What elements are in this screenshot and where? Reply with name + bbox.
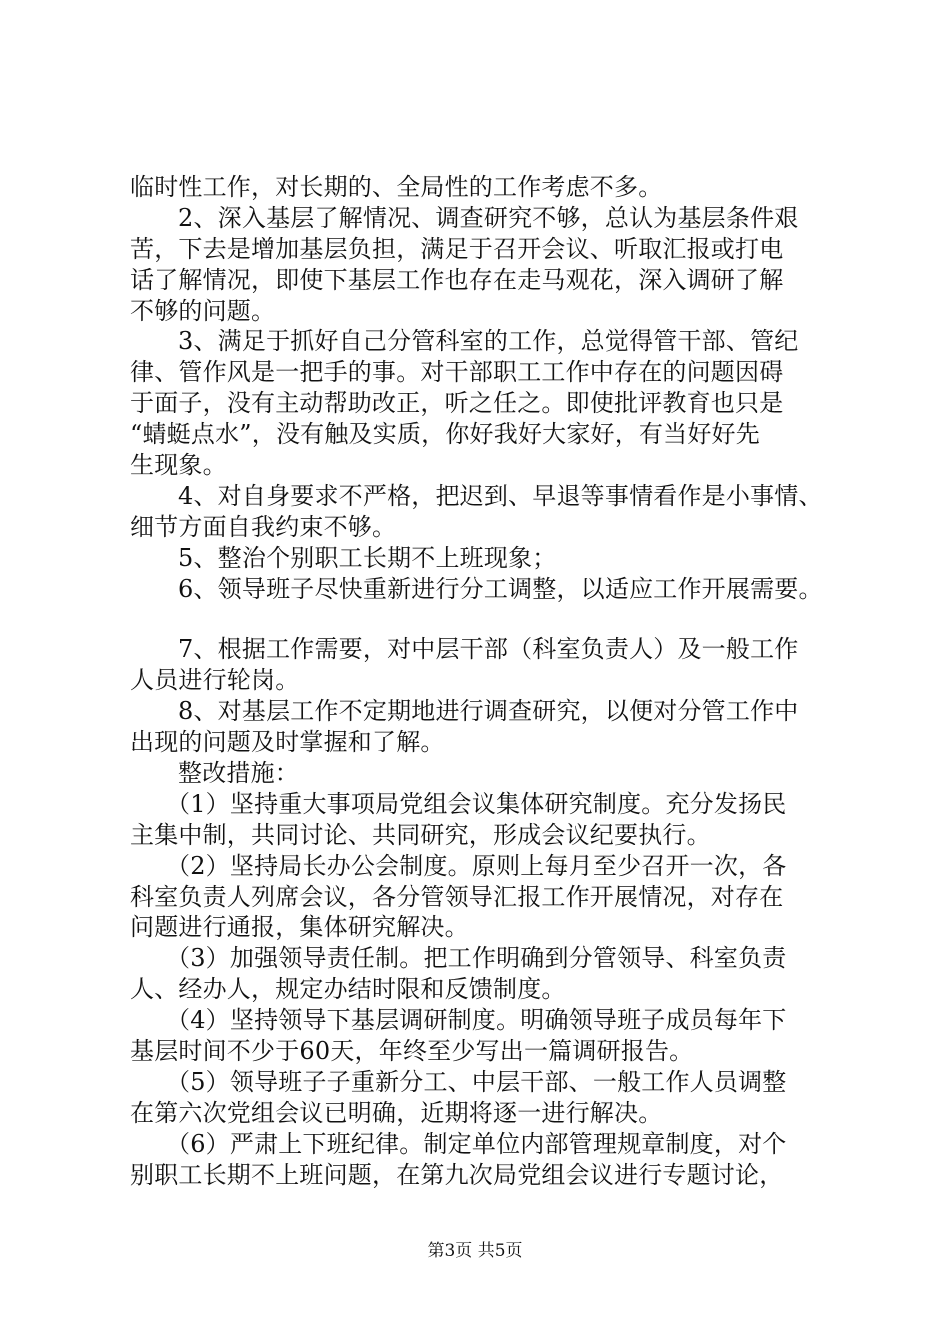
document-body <box>130 172 850 1191</box>
text-line: （4）坚持领导下基层调研制度。明确领导班子成员每年下 <box>166 1006 787 1035</box>
text-line: （6）严肃上下班纪律。制定单位内部管理规章制度，对个 <box>166 1129 787 1158</box>
text-line: 话了解情况，即使下基层工作也存在走马观花，深入调研了解 <box>130 265 784 294</box>
text-line: 5、整治个别职工长期不上班现象； <box>178 543 557 572</box>
text-line: 问题进行通报，集体研究解决。 <box>130 913 469 942</box>
text-line: （1）坚持重大事项局党组会议集体研究制度。充分发扬民 <box>166 789 787 818</box>
text-line: 于面子，没有主动帮助改正，听之任之。即使批评教育也只是 <box>130 389 784 418</box>
text-line: “蜻蜓点水”，没有触及实质，你好我好大家好，有当好好先 <box>130 420 760 449</box>
text-line: 整改措施： <box>178 759 299 788</box>
text-line: 生现象。 <box>130 451 227 480</box>
page-footer: 第3页 共5页 <box>427 1241 523 1261</box>
text-line: （5）领导班子子重新分工、中层干部、一般工作人员调整 <box>166 1067 787 1096</box>
text-line: 细节方面自我约束不够。 <box>130 512 397 541</box>
text-line: 不够的问题。 <box>130 296 276 325</box>
text-line: 苦，下去是增加基层负担，满足于召开会议、听取汇报或打电 <box>130 234 784 263</box>
text-line: 别职工长期不上班问题，在第九次局党组会议进行专题讨论， <box>130 1160 784 1189</box>
text-line: 基层时间不少于60天，年终至少写出一篇调研报告。 <box>130 1037 694 1066</box>
text-line: 在第六次党组会议已明确，近期将逐一进行解决。 <box>130 1098 663 1127</box>
text-block-after-gap <box>130 634 850 1190</box>
text-line: 2、深入基层了解情况、调查研究不够，总认为基层条件艰 <box>178 203 799 232</box>
paragraph-gap <box>130 604 850 634</box>
text-line: 6、领导班子尽快重新进行分工调整，以适应工作开展需要。 <box>178 574 823 603</box>
text-line: 3、满足于抓好自己分管科室的工作，总觉得管干部、管纪 <box>178 327 799 356</box>
text-line: 7、根据工作需要，对中层干部（科室负责人）及一般工作 <box>178 635 799 664</box>
text-block-before-gap <box>130 172 850 604</box>
text-line: 主集中制，共同讨论、共同研究，形成会议纪要执行。 <box>130 820 711 849</box>
text-line: 科室负责人列席会议，各分管领导汇报工作开展情况，对存在 <box>130 882 784 911</box>
text-line: 4、对自身要求不严格，把迟到、早退等事情看作是小事情、 <box>178 481 823 510</box>
text-line: 8、对基层工作不定期地进行调查研究，以便对分管工作中 <box>178 697 799 726</box>
text-line: （2）坚持局长办公会制度。原则上每月至少召开一次，各 <box>166 851 787 880</box>
text-line: 临时性工作，对长期的、全局性的工作考虑不多。 <box>130 173 663 201</box>
text-line: 出现的问题及时掌握和了解。 <box>130 728 445 757</box>
text-line: 人员进行轮岗。 <box>130 666 300 695</box>
text-line: 人、经办人，规定办结时限和反馈制度。 <box>130 975 566 1004</box>
text-line: 律、管作风是一把手的事。对干部职工工作中存在的问题因碍 <box>130 358 784 387</box>
text-line: （3）加强领导责任制。把工作明确到分管领导、科室负责 <box>166 944 787 973</box>
